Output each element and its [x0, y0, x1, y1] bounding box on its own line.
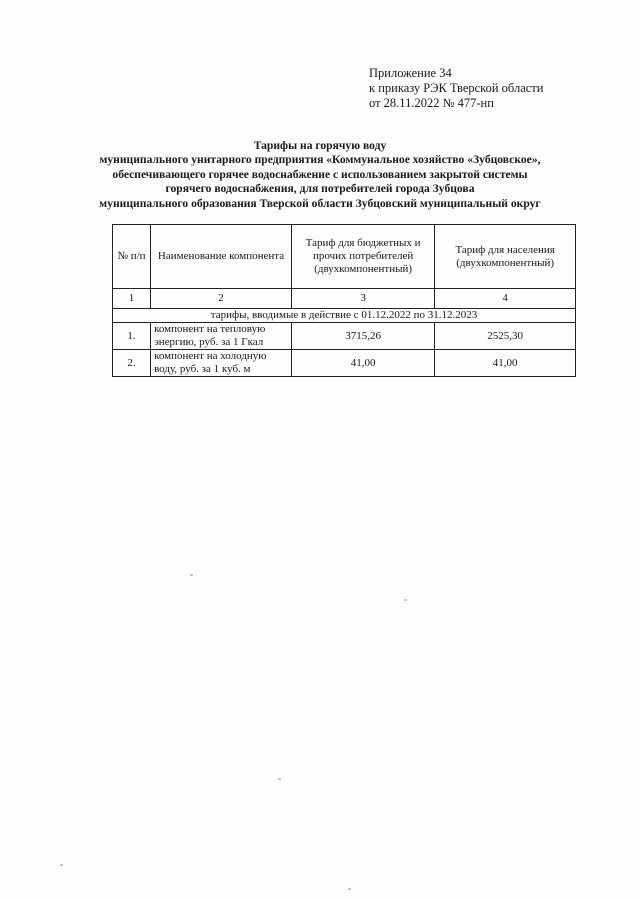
scan-speck — [404, 599, 407, 601]
title-line-5: муниципального образования Тверской области Зубцовский муниципальный округ — [99, 196, 541, 210]
row-number: 1. — [113, 323, 151, 350]
column-number: 2 — [151, 289, 292, 309]
title-line-3: обеспечивающего горячее водоснабжение с использованием закрытой системы — [112, 167, 528, 181]
order-reference: к приказу РЭК Тверской области — [369, 81, 544, 95]
period-label: тарифы, вводимые в действие с 01.12.2022 по 31.12.2023 — [113, 309, 576, 323]
column-number-row — [113, 289, 576, 309]
budget-tariff-value: 41,00 — [291, 350, 434, 377]
title-line-1: Тарифы на горячую воду — [253, 139, 387, 152]
order-date: от 28.11.2022 № 477-нп — [369, 96, 494, 110]
header-number: № п/п — [113, 225, 151, 289]
tariff-table — [112, 224, 576, 377]
population-tariff-value: 2525,30 — [435, 323, 576, 350]
table-row — [113, 323, 576, 350]
scan-speck — [348, 888, 351, 890]
scan-speck — [60, 864, 63, 866]
scan-speck — [278, 778, 281, 780]
component-name: компонент на тепловую энергию, руб. за 1 Гкал — [151, 323, 292, 350]
column-number: 1 — [113, 289, 151, 309]
appendix-number: Приложение 34 — [369, 66, 452, 80]
column-number: 4 — [435, 289, 576, 309]
table-header-row — [113, 225, 576, 289]
header-component-name: Наименование компонента — [151, 225, 292, 289]
table-row — [113, 350, 576, 377]
column-number: 3 — [291, 289, 434, 309]
appendix-header — [369, 66, 543, 111]
period-row — [113, 309, 576, 323]
scan-speck — [190, 574, 193, 576]
row-number: 2. — [113, 350, 151, 377]
population-tariff-value: 41,00 — [435, 350, 576, 377]
budget-tariff-value: 3715,26 — [291, 323, 434, 350]
component-name: компонент на холодную воду, руб. за 1 куб. м — [151, 350, 292, 377]
document-title — [90, 139, 550, 211]
title-line-2: муниципального унитарного предприятия «Коммунальное хозяйство «Зубцовское», — [99, 153, 541, 167]
header-budget-tariff: Тариф для бюджетных и прочих потребителей (двухкомпонентный) — [291, 225, 434, 289]
header-population-tariff: Тариф для населения (двухкомпонентный) — [435, 225, 576, 289]
title-line-4: горячего водоснабжения, для потребителей города Зубцова — [165, 182, 475, 196]
